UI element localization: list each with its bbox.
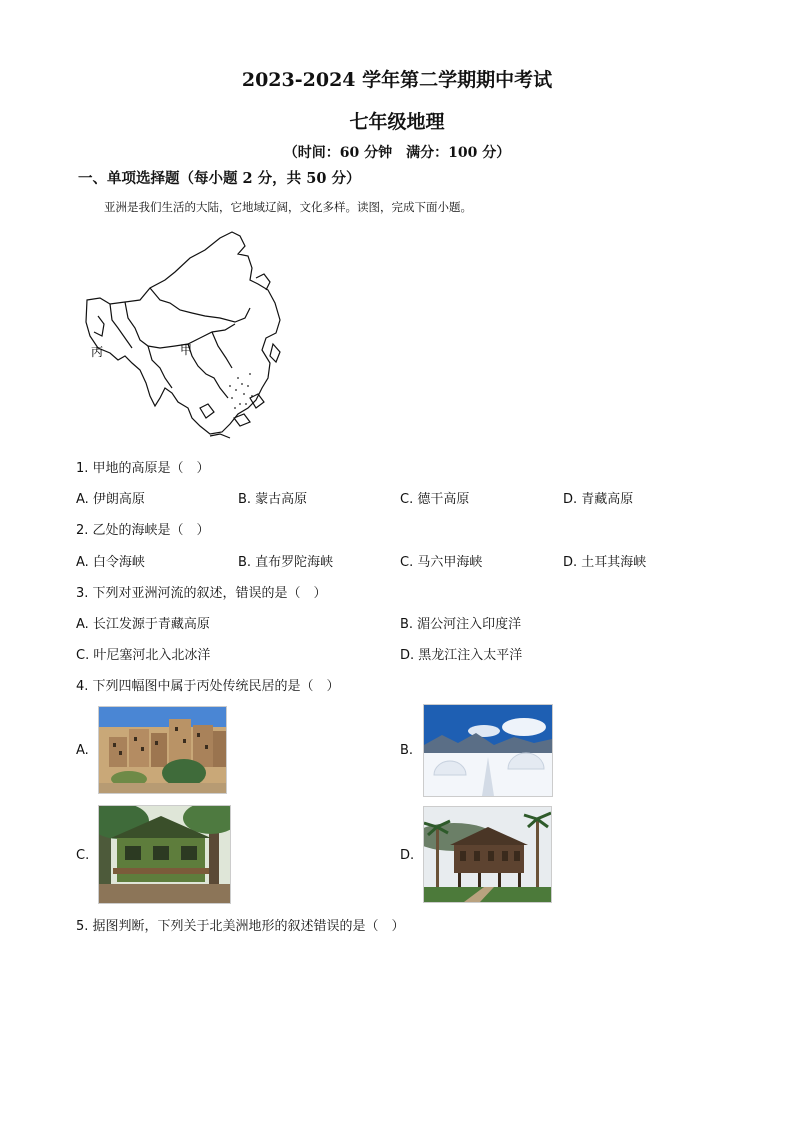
q4-photo-d-stilt-house[interactable] [423, 806, 552, 903]
q1-option-d[interactable]: D. 青藏高原 [563, 492, 634, 507]
asia-map [80, 228, 290, 440]
q3-option-a[interactable]: A. 长江发源于青藏高原 [76, 617, 210, 632]
exam-info: （时间：60 分钟 满分：100 分） [283, 145, 511, 161]
q3-option-c[interactable]: C. 叶尼塞河北入北冰洋 [76, 648, 211, 663]
question-5-stem: 5. 据图判断，下列关于北美洲地形的叙述错误的是（ ） [76, 919, 405, 934]
question-4-stem: 4. 下列四幅图中属于丙处传统民居的是（ ） [76, 679, 340, 694]
q2-option-d[interactable]: D. 土耳其海峡 [563, 555, 647, 570]
question-1-stem: 1. 甲地的高原是（ ） [76, 461, 210, 476]
exam-title: 2023-2024 学年第二学期期中考试 [241, 69, 553, 91]
q2-option-c[interactable]: C. 马六甲海峡 [400, 555, 483, 570]
map-label-jia: 甲 [180, 343, 193, 357]
q3-option-b[interactable]: B. 湄公河注入印度洋 [400, 617, 522, 632]
q4-photo-a-mudbrick-houses[interactable] [98, 706, 227, 794]
q1-option-c[interactable]: C. 德干高原 [400, 492, 470, 507]
q4-photo-c-wooden-cabin[interactable] [98, 805, 231, 904]
q2-option-b[interactable]: B. 直布罗陀海峡 [238, 555, 334, 570]
q4-option-a-label[interactable]: A. [76, 743, 89, 758]
q4-option-d-label[interactable]: D. [400, 848, 415, 863]
q1-option-b[interactable]: B. 蒙古高原 [238, 492, 308, 507]
question-2-stem: 2. 乙处的海峡是（ ） [76, 523, 210, 538]
q1-option-a[interactable]: A. 伊朗高原 [76, 492, 145, 507]
q4-option-b-label[interactable]: B. [400, 743, 414, 758]
section-heading: 一、单项选择题（每小题 2 分，共 50 分） [78, 170, 361, 187]
q4-option-c-label[interactable]: C. [76, 848, 90, 863]
map-label-bing: 丙 [91, 345, 104, 359]
q3-option-d[interactable]: D. 黑龙江注入太平洋 [400, 648, 523, 663]
subject-title: 七年级地理 [349, 111, 445, 133]
q4-photo-b-igloos[interactable] [423, 704, 553, 797]
intro-text: 亚洲是我们生活的大陆，它地域辽阔，文化多样。读图，完成下面小题。 [104, 200, 472, 214]
question-3-stem: 3. 下列对亚洲河流的叙述，错误的是（ ） [76, 586, 327, 601]
q2-option-a[interactable]: A. 白令海峡 [76, 555, 145, 570]
